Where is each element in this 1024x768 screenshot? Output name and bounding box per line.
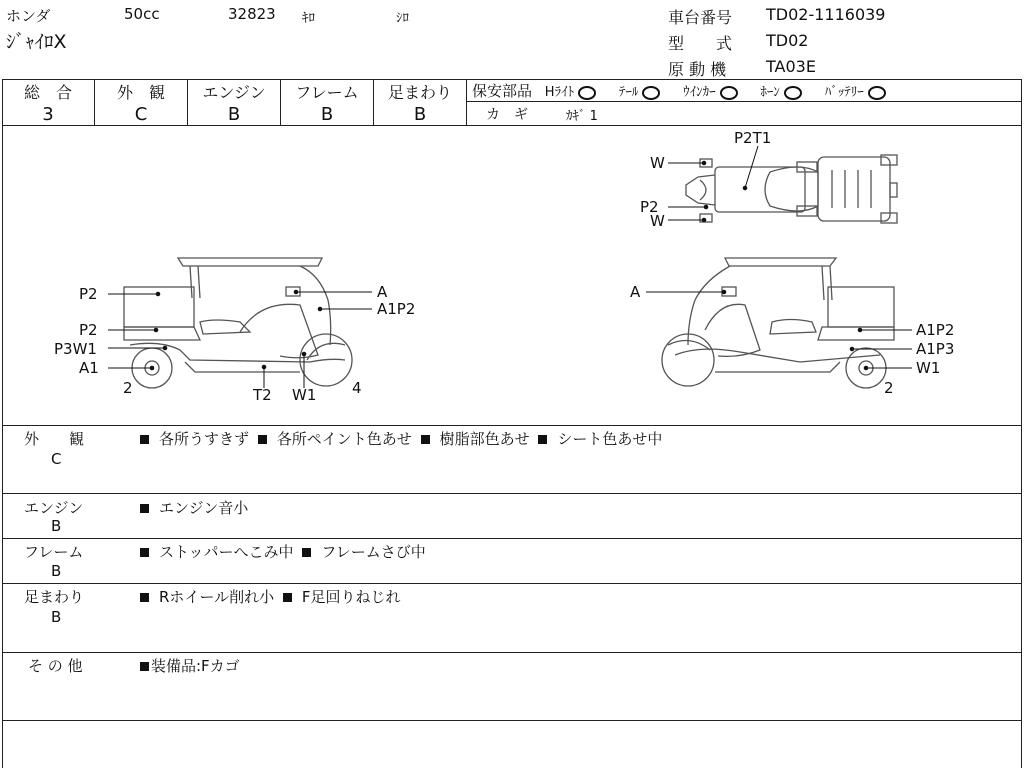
detail-item: ストッパーへこみ中 [159, 543, 294, 561]
frame-no-label: 車台番号 [668, 8, 733, 27]
score-value: C [134, 104, 148, 125]
bullet-square-icon [140, 548, 149, 557]
engine-value: TA03E [766, 57, 816, 76]
right-a1p3-label: A1P3 [916, 340, 955, 358]
left-t2-label: T2 [253, 386, 272, 404]
right-rear-number: 2 [884, 379, 894, 397]
safety-item-label: ﾊﾞｯﾃﾘｰ [824, 85, 864, 100]
bullet-square-icon [538, 435, 547, 444]
ok-circle-icon [868, 86, 886, 100]
divider [466, 101, 1022, 102]
engine-label: 原 動 機 [668, 60, 727, 79]
detail-label: そ の 他 [28, 657, 83, 675]
score-value: B [320, 104, 334, 125]
score-label: 総 合 [23, 83, 72, 102]
left-p3w1-label: P3W1 [54, 340, 97, 358]
top-view-drawing [686, 155, 897, 223]
score-value: 3 [42, 104, 54, 125]
divider [2, 583, 1022, 584]
detail-items [136, 428, 662, 449]
safety-item-label: ﾃｰﾙ [618, 85, 639, 100]
model-name: ｼﾞｬｲﾛX [6, 31, 67, 53]
score-cell [188, 80, 280, 125]
safety-item [683, 85, 738, 100]
detail-item: シート色あせ中 [557, 430, 663, 448]
left-w1-label: W1 [292, 386, 317, 404]
type-label: 型 式 [668, 34, 733, 53]
ok-circle-icon [720, 86, 738, 100]
ok-circle-icon [642, 86, 660, 100]
bullet-square-icon [140, 662, 149, 671]
left-a1-label: A1 [79, 359, 99, 377]
left-p2-label: P2 [79, 321, 98, 339]
divider [2, 425, 1022, 426]
maker: ホンダ [6, 7, 51, 25]
score-cell [281, 80, 373, 125]
vehicle-diagram [0, 126, 1024, 424]
safety-title: 保安部品 [472, 82, 533, 100]
detail-items [136, 655, 240, 676]
right-a1p2-label: A1P2 [916, 321, 955, 339]
bullet-square-icon [258, 435, 267, 444]
divider [2, 652, 1022, 653]
score-label: フレーム [295, 83, 359, 102]
divider [466, 79, 467, 126]
bullet-square-icon [140, 593, 149, 602]
safety-item-label: ｳｲﾝｶｰ [683, 85, 716, 100]
body-color: ｼﾛ [396, 11, 409, 26]
detail-items [136, 497, 248, 518]
detail-label: 足まわり [24, 588, 85, 606]
right-w1-label: W1 [916, 359, 941, 377]
left-front-number: 4 [352, 379, 362, 397]
safety-item-label: Hﾗｲﾄ [544, 85, 575, 100]
score-value: B [227, 104, 241, 125]
detail-item: フレームさび中 [321, 543, 426, 561]
safety-item [760, 85, 802, 100]
detail-label: エンジン [24, 499, 84, 517]
right-view-drawing [662, 258, 894, 388]
top-w-label: W [650, 212, 665, 230]
top-p2t1-label: P2T1 [734, 129, 772, 147]
detail-grade: C [51, 450, 62, 468]
score-cell [374, 80, 466, 125]
detail-item: 各所うすきず [159, 430, 250, 448]
bullet-square-icon [140, 435, 149, 444]
mileage: 32823 [228, 5, 276, 23]
safety-item [619, 85, 661, 100]
detail-item: エンジン音小 [159, 499, 249, 517]
divider [2, 720, 1022, 721]
divider [2, 538, 1022, 539]
left-p2-label: P2 [79, 285, 98, 303]
detail-items [136, 541, 426, 562]
detail-item: F足回りねじれ [301, 588, 401, 606]
score-label: 外 観 [116, 83, 165, 102]
detail-item: 装備品:Fカゴ [151, 657, 240, 675]
bullet-square-icon [140, 504, 149, 513]
score-label: エンジン [202, 83, 266, 102]
top-w-label: W [650, 154, 665, 172]
left-rear-number: 2 [123, 379, 133, 397]
safety-item [825, 85, 886, 100]
safety-row [472, 80, 886, 101]
score-cell [2, 80, 94, 125]
detail-label: 外 観 [24, 430, 85, 448]
left-view-drawing [124, 258, 352, 388]
detail-grade: B [51, 562, 62, 580]
key-label: カ ギ [486, 107, 528, 123]
bullet-square-icon [283, 593, 292, 602]
displacement: 50cc [124, 5, 160, 23]
ok-circle-icon [578, 86, 596, 100]
bullet-square-icon [421, 435, 430, 444]
score-cell [95, 80, 187, 125]
detail-label: フレーム [24, 543, 84, 561]
mileage-unit: ｷﾛ [302, 11, 315, 26]
top-p2-label: P2 [640, 198, 659, 216]
score-label: 足まわり [387, 83, 452, 102]
detail-items [136, 586, 401, 607]
right-a-label: A [630, 283, 641, 301]
divider [2, 493, 1022, 494]
detail-grade: B [51, 608, 62, 626]
safety-item-label: ﾎｰﾝ [760, 85, 780, 100]
score-value: B [413, 104, 427, 125]
detail-item: 樹脂部色あせ [439, 430, 530, 448]
bullet-square-icon [302, 548, 311, 557]
ok-circle-icon [784, 86, 802, 100]
type-value: TD02 [766, 31, 809, 50]
safety-item [545, 85, 596, 100]
left-a1p2-label: A1P2 [377, 300, 416, 318]
detail-item: Rホイール削れ小 [159, 588, 275, 606]
detail-grade: B [51, 517, 62, 535]
left-a-label: A [377, 283, 388, 301]
detail-item: 各所ペイント色あせ [276, 430, 412, 448]
frame-no: TD02-1116039 [766, 5, 886, 24]
key-value: ｶｷﾞ 1 [566, 109, 598, 124]
